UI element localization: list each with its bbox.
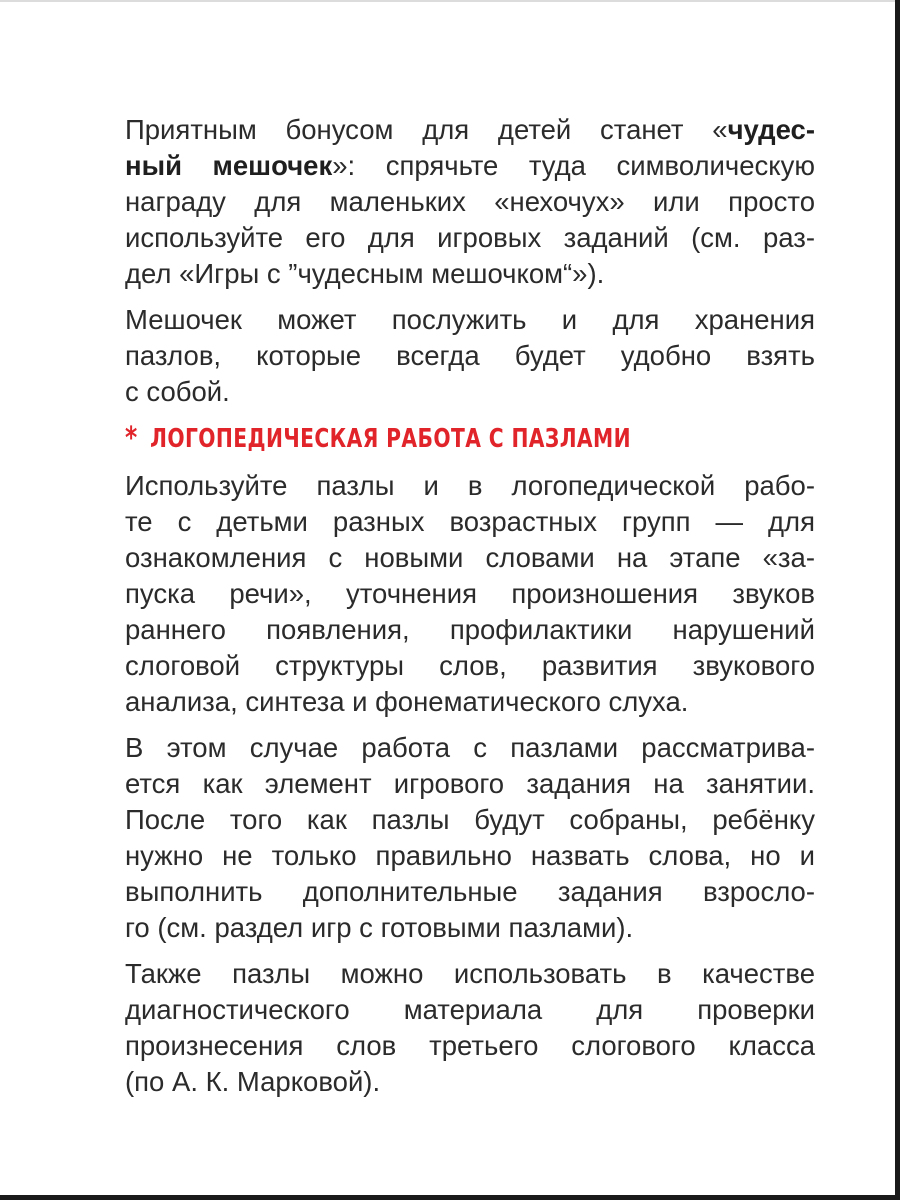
text-line: выполнить дополнительные задания взросло- [125, 876, 815, 907]
right-border [895, 0, 900, 1200]
text-line: дел «Игры с ”чудесным мешочком“»). [125, 258, 605, 289]
section-heading-text: ЛОГОПЕДИЧЕСКАЯ РАБОТА С ПАЗЛАМИ [150, 424, 631, 454]
text-line: го (см. раздел игр с готовыми пазлами). [125, 912, 634, 943]
text-line: пуска речи», уточнения произношения звуков [125, 578, 815, 609]
text-line: нужно не только правильно назвать слова, но и [125, 840, 815, 871]
section-heading [125, 420, 663, 458]
text-line: ознакомления с новыми словами на этапе «за- [125, 542, 815, 573]
bottom-border [0, 1195, 900, 1200]
text-line [125, 148, 815, 184]
text-line: ется как элемент игрового задания на занятии. [125, 768, 815, 799]
paragraph-game-task [125, 730, 815, 946]
page-content [125, 112, 815, 1110]
bold-term: чудес- [727, 114, 815, 145]
text-line [125, 112, 815, 148]
text-line: пазлов, которые всегда будет удобно взять [125, 340, 815, 371]
text-line: используйте его для игровых заданий (см. раз- [125, 222, 815, 253]
text-line: Мешочек может послужить и для хранения [125, 304, 815, 335]
top-border [0, 0, 900, 2]
text-line: Используйте пазлы и в логопедической рабо- [125, 470, 815, 501]
text-line: В этом случае работа с пазлами рассматрива- [125, 732, 815, 763]
text-line: анализа, синтеза и фонематического слуха. [125, 686, 689, 717]
text-line: с собой. [125, 376, 230, 407]
text-line: После того как пазлы будут собраны, ребёнку [125, 804, 815, 835]
text-line: раннего появления, профилактики нарушений [125, 614, 815, 645]
text-line: Также пазлы можно использовать в качестве [125, 958, 815, 989]
paragraph-bonus [125, 112, 815, 292]
text-line: произнесения слов третьего слогового класса [125, 1030, 815, 1061]
asterisk-icon: * [125, 421, 138, 456]
paragraph-storage [125, 302, 815, 410]
text-fragment: Приятным бонусом для детей станет « [125, 114, 728, 145]
text-line: те с детьми разных возрастных групп — для [125, 506, 815, 537]
paragraph-diagnostics [125, 956, 815, 1100]
bold-term: ный мешочек [125, 150, 333, 181]
text-line: (по А. К. Марковой). [125, 1066, 381, 1097]
text-line: диагностического материала для проверки [125, 994, 815, 1025]
paragraph-speech-therapy [125, 468, 815, 720]
text-line: награду для маленьких «нехочух» или просто [125, 186, 815, 217]
text-line: слоговой структуры слов, развития звукового [125, 650, 815, 681]
text-fragment: »: спрячьте туда символическую [332, 150, 816, 181]
